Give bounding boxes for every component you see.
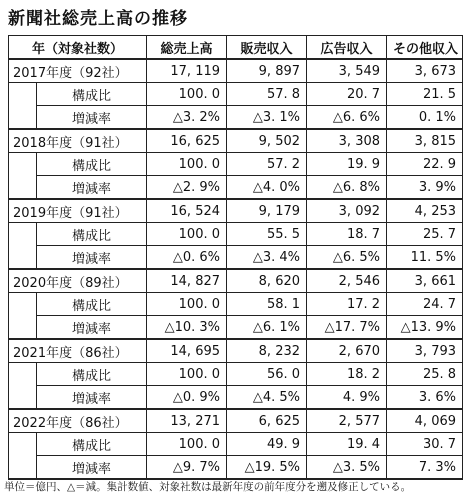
change-cell: 7. 3% (387, 456, 463, 480)
table-row (9, 293, 463, 316)
value-cell: 2, 577 (307, 409, 387, 433)
header-ads: 広告収入 (307, 36, 387, 60)
change-cell: △3. 4% (227, 246, 307, 270)
ratio-cell: 57. 2 (227, 153, 307, 176)
ratio-cell: 25. 8 (387, 363, 463, 386)
change-cell: 3. 9% (387, 176, 463, 200)
value-cell: 16, 625 (147, 129, 227, 153)
table-row (9, 269, 463, 293)
footnote: 単位＝億円、△＝減。集計数値、対象社数は最新年度の前年度分を遡及修正している。 (4, 481, 412, 493)
year-cell: 2021年度（86社） (9, 339, 147, 363)
indent-cell (9, 456, 37, 480)
ratio-cell: 19. 9 (307, 153, 387, 176)
value-cell: 16, 524 (147, 199, 227, 223)
row-label: 構成比 (37, 293, 147, 316)
ratio-cell: 56. 0 (227, 363, 307, 386)
row-label: 構成比 (37, 433, 147, 456)
table-row (9, 199, 463, 223)
year-cell: 2022年度（86社） (9, 409, 147, 433)
table-row (9, 176, 463, 200)
value-cell: 3, 308 (307, 129, 387, 153)
ratio-cell: 57. 8 (227, 83, 307, 106)
value-cell: 3, 815 (387, 129, 463, 153)
value-cell: 3, 793 (387, 339, 463, 363)
row-label: 増減率 (37, 246, 147, 270)
value-cell: 3, 673 (387, 59, 463, 83)
ratio-cell: 18. 7 (307, 223, 387, 246)
change-cell: △3. 5% (307, 456, 387, 480)
revenue-table (8, 35, 463, 480)
indent-cell (9, 153, 37, 176)
row-label: 増減率 (37, 176, 147, 200)
table-row (9, 363, 463, 386)
ratio-cell: 58. 1 (227, 293, 307, 316)
table-row (9, 316, 463, 340)
ratio-cell: 100. 0 (147, 293, 227, 316)
value-cell: 6, 625 (227, 409, 307, 433)
table-row (9, 153, 463, 176)
value-cell: 9, 502 (227, 129, 307, 153)
table-row (9, 339, 463, 363)
change-cell: 0. 1% (387, 106, 463, 130)
change-cell: 11. 5% (387, 246, 463, 270)
row-label: 増減率 (37, 386, 147, 410)
value-cell: 2, 670 (307, 339, 387, 363)
change-cell: △4. 0% (227, 176, 307, 200)
indent-cell (9, 83, 37, 106)
table-row (9, 129, 463, 153)
table-row (9, 433, 463, 456)
year-cell: 2020年度（89社） (9, 269, 147, 293)
row-label: 増減率 (37, 106, 147, 130)
value-cell: 4, 069 (387, 409, 463, 433)
change-cell: △2. 9% (147, 176, 227, 200)
row-label: 構成比 (37, 83, 147, 106)
table-row (9, 59, 463, 83)
value-cell: 17, 119 (147, 59, 227, 83)
ratio-cell: 100. 0 (147, 223, 227, 246)
header-total: 総売上高 (147, 36, 227, 60)
value-cell: 14, 695 (147, 339, 227, 363)
year-cell: 2018年度（91社） (9, 129, 147, 153)
table-row (9, 106, 463, 130)
table-row (9, 83, 463, 106)
header-year: 年（対象社数） (9, 36, 147, 60)
row-label: 増減率 (37, 456, 147, 480)
ratio-cell: 17. 2 (307, 293, 387, 316)
change-cell: △6. 5% (307, 246, 387, 270)
indent-cell (9, 386, 37, 410)
change-cell: △13. 9% (387, 316, 463, 340)
value-cell: 8, 620 (227, 269, 307, 293)
indent-cell (9, 363, 37, 386)
ratio-cell: 55. 5 (227, 223, 307, 246)
ratio-cell: 20. 7 (307, 83, 387, 106)
change-cell: △0. 9% (147, 386, 227, 410)
header-other: その他収入 (387, 36, 463, 60)
ratio-cell: 100. 0 (147, 83, 227, 106)
change-cell: 4. 9% (307, 386, 387, 410)
change-cell: 3. 6% (387, 386, 463, 410)
table-row (9, 246, 463, 270)
ratio-cell: 25. 7 (387, 223, 463, 246)
ratio-cell: 22. 9 (387, 153, 463, 176)
year-cell: 2017年度（92社） (9, 59, 147, 83)
ratio-cell: 100. 0 (147, 363, 227, 386)
ratio-cell: 49. 9 (227, 433, 307, 456)
value-cell: 14, 827 (147, 269, 227, 293)
ratio-cell: 30. 7 (387, 433, 463, 456)
change-cell: △17. 7% (307, 316, 387, 340)
ratio-cell: 18. 2 (307, 363, 387, 386)
change-cell: △9. 7% (147, 456, 227, 480)
ratio-cell: 24. 7 (387, 293, 463, 316)
row-label: 増減率 (37, 316, 147, 340)
row-label: 構成比 (37, 153, 147, 176)
ratio-cell: 19. 4 (307, 433, 387, 456)
value-cell: 13, 271 (147, 409, 227, 433)
header-sales: 販売収入 (227, 36, 307, 60)
header-row (9, 36, 463, 60)
indent-cell (9, 176, 37, 200)
value-cell: 9, 179 (227, 199, 307, 223)
value-cell: 3, 549 (307, 59, 387, 83)
ratio-cell: 100. 0 (147, 153, 227, 176)
value-cell: 4, 253 (387, 199, 463, 223)
indent-cell (9, 246, 37, 270)
change-cell: △19. 5% (227, 456, 307, 480)
value-cell: 8, 232 (227, 339, 307, 363)
indent-cell (9, 316, 37, 340)
value-cell: 3, 661 (387, 269, 463, 293)
table-title: 新聞社総売上高の推移 (8, 9, 188, 29)
change-cell: △6. 8% (307, 176, 387, 200)
value-cell: 9, 897 (227, 59, 307, 83)
table-row (9, 386, 463, 410)
indent-cell (9, 223, 37, 246)
value-cell: 2, 546 (307, 269, 387, 293)
ratio-cell: 21. 5 (387, 83, 463, 106)
change-cell: △3. 1% (227, 106, 307, 130)
row-label: 構成比 (37, 363, 147, 386)
indent-cell (9, 433, 37, 456)
table-row (9, 223, 463, 246)
table-body (9, 59, 463, 479)
ratio-cell: 100. 0 (147, 433, 227, 456)
table-row (9, 456, 463, 480)
indent-cell (9, 106, 37, 130)
change-cell: △6. 1% (227, 316, 307, 340)
year-cell: 2019年度（91社） (9, 199, 147, 223)
row-label: 構成比 (37, 223, 147, 246)
change-cell: △10. 3% (147, 316, 227, 340)
value-cell: 3, 092 (307, 199, 387, 223)
change-cell: △3. 2% (147, 106, 227, 130)
table-row (9, 409, 463, 433)
change-cell: △4. 5% (227, 386, 307, 410)
change-cell: △0. 6% (147, 246, 227, 270)
change-cell: △6. 6% (307, 106, 387, 130)
indent-cell (9, 293, 37, 316)
